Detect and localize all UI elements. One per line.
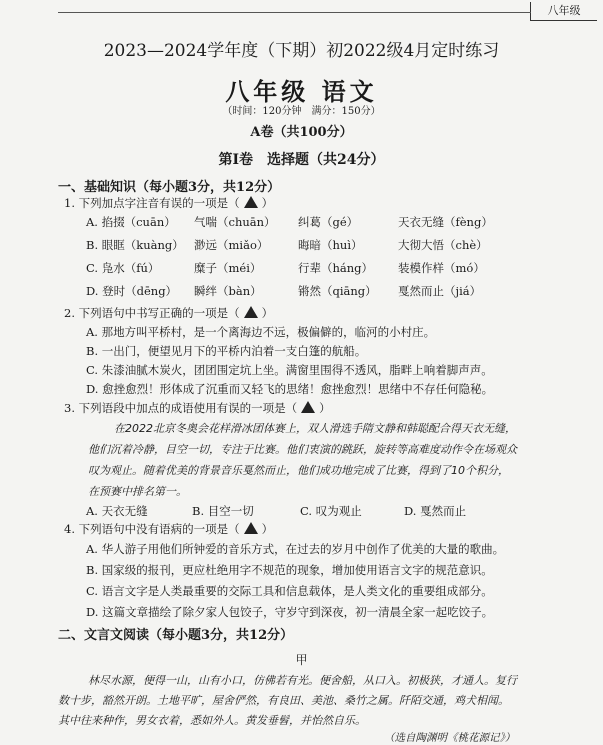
q2-stem-end: ） [261, 306, 274, 320]
triangle-icon [244, 196, 258, 208]
q3-option-c: C. 叹为观止 [300, 504, 362, 518]
triangle-icon [301, 401, 315, 413]
q4-stem [64, 521, 273, 537]
grade-tag: 八年级 [530, 2, 597, 21]
q2-option-b: B. 一出门，便望见月下的平桥内泊着一支白篷的航船。 [86, 344, 367, 358]
q1-c-2: 糜子（méi） [194, 261, 262, 275]
q1-a-1: A. 掐掇（cuān） [86, 215, 176, 229]
q2-option-d: D. 愈挫愈烈！形体成了沉重而又轻飞的思绪！愈挫愈烈！思绪中不存任何隐秘。 [86, 382, 494, 396]
exam-meta: （时间：120分钟 满分：150分） [222, 106, 381, 117]
q1-stem-end: ） [261, 196, 274, 210]
q2-option-a: A. 那地方叫平桥村，是一个离海边不远，极偏僻的，临河的小村庄。 [86, 325, 436, 339]
q4-option-d: D. 这篇文章描绘了除夕家人包饺子，守岁守到深夜，初一清晨全家一起吃饺子。 [86, 605, 494, 619]
q3-passage-line: 在2022北京冬奥会花样滑冰团体赛上，双人滑选手隋文静和韩聪配合得天衣无缝， [114, 422, 516, 435]
part-title: A卷（共100分） [250, 125, 353, 140]
q4-option-c: C. 语言文字是人类最重要的交际工具和信息载体，是人类文化的重要组成部分。 [86, 584, 493, 598]
q2-stem-text: 2. 下列语句中书写正确的一项是（ [64, 306, 240, 320]
passage-line: 林尽水源，便得一山，山有小口，仿佛若有光。便舍船，从口入。初极狭，才通人。复行 [88, 674, 517, 687]
subject-title: 八年级 语文 [225, 77, 378, 106]
q1-d-4: 戛然而止（jiá） [398, 284, 482, 298]
passage-line: 其中往来种作，男女衣着，悉如外人。黄发垂髫，并怡然自乐。 [58, 714, 366, 727]
triangle-icon [244, 306, 258, 318]
q3-stem [64, 400, 331, 416]
q1-stem [64, 195, 273, 211]
q3-passage-line: 叹为观止。随着优美的背景音乐戛然而止，他们成功地完成了比赛，得到了10个积分， [88, 464, 509, 477]
q3-passage-line: 在预赛中排名第一。 [88, 485, 187, 498]
q1-c-4: 装模作样（mó） [398, 261, 485, 275]
q2-stem [64, 305, 273, 321]
q1-c-3: 行辈（háng） [298, 261, 374, 275]
q3-option-a: A. 天衣无缝 [86, 504, 148, 518]
q2-option-c: C. 朱漆油腻木炭火，团团围定坑上坐。满窗里围得不透风，脂畔上响着脚声声。 [86, 363, 493, 377]
q3-stem-text: 3. 下列语段中加点的成语使用有误的一项是（ [64, 401, 298, 415]
q3-option-b: B. 目空一切 [192, 504, 254, 518]
q1-a-3: 纠葛（gé） [298, 215, 359, 229]
q1-b-1: B. 眼眶（kuàng） [86, 238, 184, 252]
q1-d-2: 瞬绊（bàn） [194, 284, 262, 298]
q1-a-2: 气喘（chuān） [194, 215, 276, 229]
passage-source: （选自陶渊明《桃花源记》） [384, 732, 516, 744]
q1-d-1: D. 登时（dēng） [86, 284, 178, 298]
section-classical-reading: 二、文言文阅读（每小题3分，共12分） [58, 628, 294, 643]
q1-d-3: 锵然（qiāng） [298, 284, 377, 298]
q4-stem-end: ） [261, 522, 274, 536]
q3-passage-line: 他们沉着冷静，目空一切，专注于比赛。他们衷演的跳跃，旋转等高难度动作令在场观众 [88, 443, 517, 456]
triangle-icon [244, 522, 258, 534]
q1-c-1: C. 凫水（fú） [86, 261, 160, 275]
q1-b-3: 晦暗（huì） [298, 238, 363, 252]
q3-option-d: D. 戛然而止 [404, 504, 467, 518]
volume-title: 第Ⅰ卷 选择题（共24分） [218, 152, 385, 168]
section-basic: 一、基础知识（每小题3分，共12分） [58, 180, 281, 195]
top-rule [58, 12, 531, 13]
passage-heading: 甲 [295, 653, 308, 667]
exam-title: 2023—2024学年度（下期）初2022级4月定时练习 [103, 41, 500, 61]
q1-a-4: 天衣无缝（fèng） [398, 215, 493, 229]
passage-line: 数十步，豁然开朗。土地平旷，屋舍俨然，有良田、美池、桑竹之属。阡陌交通，鸡犬相闻。 [58, 694, 509, 707]
q1-stem-text: 1. 下列加点字注音有误的一项是（ [64, 196, 240, 210]
q4-option-a: A. 华人游子用他们所钟爱的音乐方式，在过去的岁月中创作了优美的大量的歌曲。 [86, 542, 505, 556]
q3-stem-end: ） [319, 401, 331, 415]
q1-b-4: 大彻大悟（chè） [398, 238, 488, 252]
q4-stem-text: 4. 下列语句中没有语病的一项是（ [64, 522, 240, 536]
q1-b-2: 渺远（miǎo） [194, 238, 269, 252]
q4-option-b: B. 国家级的报刊，更应杜绝用字不规范的现象，增加使用语言文字的规范意识。 [86, 563, 493, 577]
